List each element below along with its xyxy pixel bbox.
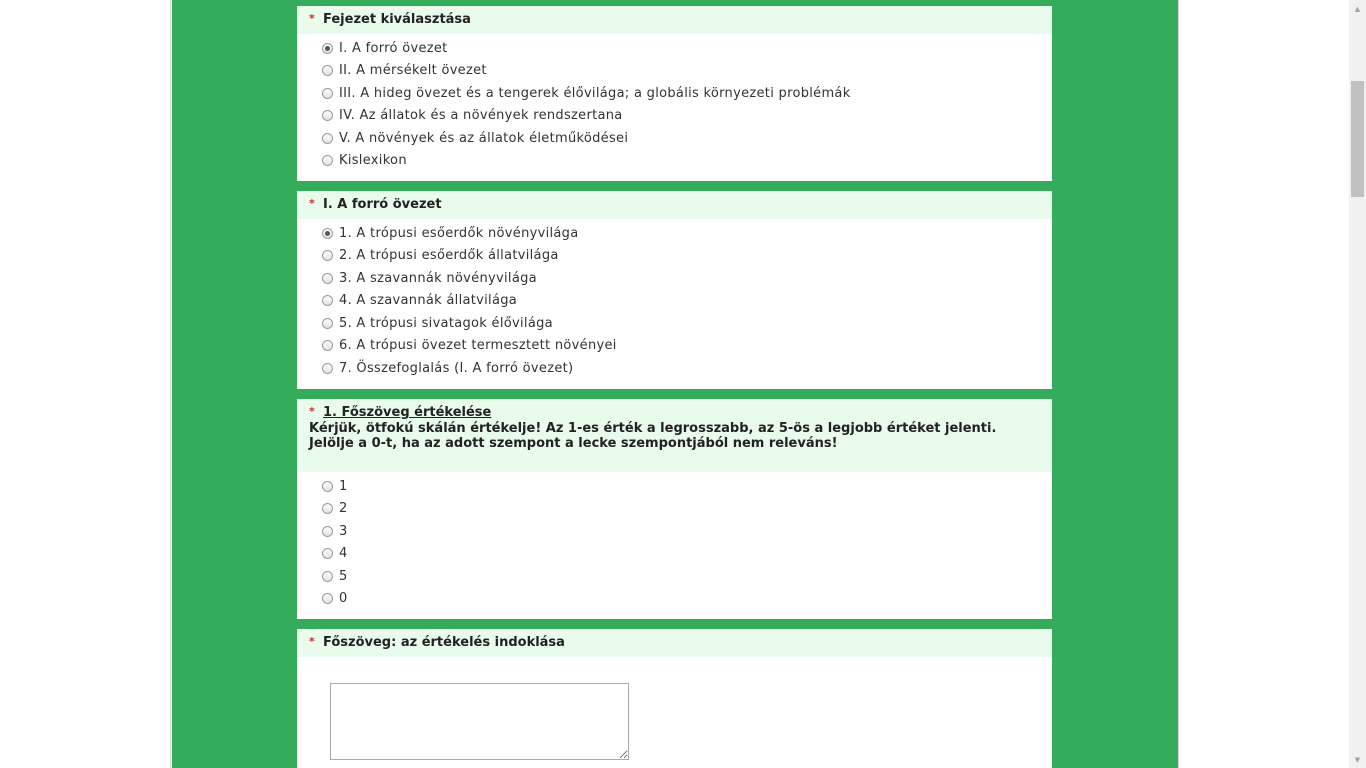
option-label: 3. A szavannák növényvilága [339,270,537,286]
radio-button[interactable] [322,318,333,329]
radio-button[interactable] [322,250,333,261]
question-title: 1. Főszöveg értékelése [323,405,492,420]
option-label: II. A mérsékelt övezet [339,63,487,79]
question-lesson-select [297,191,1052,389]
radio-option[interactable] [322,37,1052,60]
radio-button[interactable] [322,503,333,514]
question-title: Fejezet kiválasztása [323,12,471,27]
question-chapter-select [297,6,1052,181]
option-label: 2 [339,501,348,517]
radio-option[interactable] [322,222,1052,245]
required-mark: * [309,197,315,210]
option-label: 5. A trópusi sivatagok élővilága [339,315,553,331]
rating-radio-group [297,472,1052,610]
required-mark: * [309,635,315,648]
radio-option[interactable] [322,127,1052,150]
question-maintext-rating [297,399,1052,619]
question-header [297,399,1052,472]
radio-button[interactable] [322,526,333,537]
option-label: Kislexikon [339,153,407,169]
radio-option[interactable] [322,267,1052,290]
question-title: I. A forró övezet [323,197,442,212]
radio-button[interactable] [322,228,333,239]
radio-option[interactable] [322,335,1052,358]
option-label: 7. Összefoglalás (I. A forró övezet) [339,360,574,376]
option-label: IV. Az állatok és a növények rendszertana [339,108,623,124]
rating-option[interactable] [322,498,1052,521]
rating-option[interactable] [322,475,1052,498]
radio-button[interactable] [322,43,333,54]
required-mark: * [309,405,315,418]
rating-option[interactable] [322,588,1052,611]
option-label: III. A hideg övezet és a tengerek élővilága; a globális környezeti problémák [339,85,851,101]
rating-option[interactable] [322,520,1052,543]
radio-option[interactable] [322,357,1052,380]
justification-textarea[interactable] [330,683,629,760]
option-label: 1. A trópusi esőerdők növényvilága [339,225,579,241]
option-label: 0 [339,591,348,607]
radio-button[interactable] [322,593,333,604]
radio-option[interactable] [322,105,1052,128]
option-label: I. A forró övezet [339,40,448,56]
vertical-scrollbar[interactable] [1349,0,1366,768]
rating-option[interactable] [322,565,1052,588]
scrollbar-thumb[interactable] [1351,81,1364,197]
scroll-up-arrow-icon[interactable]: ▲ [1354,4,1361,13]
radio-button[interactable] [322,110,333,121]
question-header [297,191,1052,219]
radio-button[interactable] [322,273,333,284]
radio-button[interactable] [322,65,333,76]
radio-button[interactable] [322,155,333,166]
option-label: 4. A szavannák állatvilága [339,293,518,309]
radio-option[interactable] [322,245,1052,268]
radio-group [297,34,1052,172]
rating-option[interactable] [322,543,1052,566]
question-maintext-justification [297,629,1052,768]
option-label: 1 [339,478,348,494]
option-label: V. A növények és az állatok életműködései [339,130,629,146]
radio-group [297,219,1052,380]
option-label: 3 [339,523,348,539]
radio-option[interactable] [322,290,1052,313]
radio-option[interactable] [322,312,1052,335]
option-label: 6. A trópusi övezet termesztett növényei [339,338,617,354]
radio-button[interactable] [322,363,333,374]
required-mark: * [309,12,315,25]
question-help-text: Kérjük, ötfokú skálán értékelje! Az 1-es érték a legrosszabb, az 5-ös a legjobb értéket jelenti. Jelölje a 0-t, ha az adott szempont a lecke szempontjából nem releváns! [309,421,997,451]
radio-button[interactable] [322,481,333,492]
radio-button[interactable] [322,571,333,582]
radio-button[interactable] [322,548,333,559]
radio-option[interactable] [322,60,1052,83]
option-label: 2. A trópusi esőerdők állatvilága [339,248,559,264]
radio-button[interactable] [322,88,333,99]
radio-option[interactable] [322,82,1052,105]
scroll-down-arrow-icon[interactable]: ▼ [1354,755,1361,764]
question-title: Főszöveg: az értékelés indoklása [323,635,565,650]
radio-button[interactable] [322,340,333,351]
question-header [297,6,1052,34]
radio-option[interactable] [322,150,1052,173]
question-header [297,629,1052,657]
radio-button[interactable] [322,133,333,144]
radio-button[interactable] [322,295,333,306]
option-label: 5 [339,568,348,584]
option-label: 4 [339,546,348,562]
